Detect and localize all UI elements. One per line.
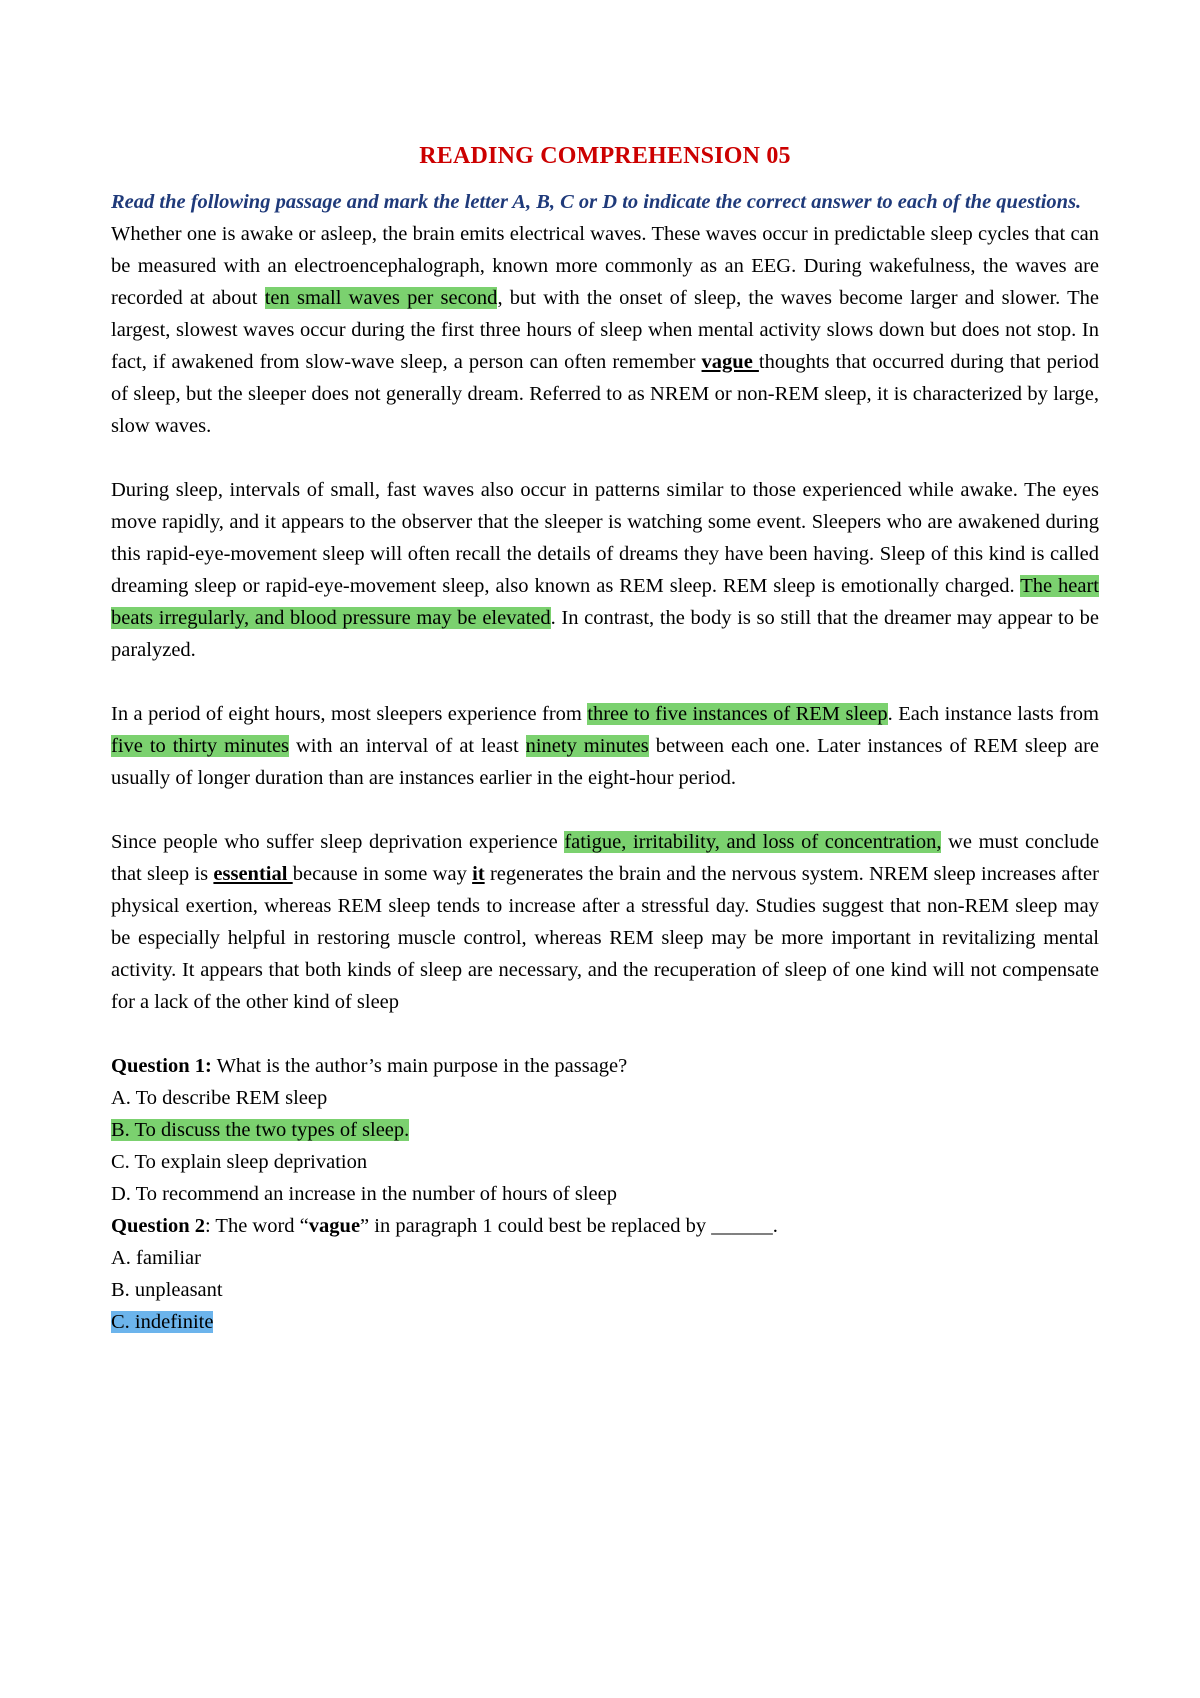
option-1c[interactable]: C. To explain sleep deprivation xyxy=(111,1151,368,1173)
option-1b[interactable]: B. To discuss the two types of sleep. xyxy=(111,1119,410,1141)
highlight: three to five instances of REM sleep xyxy=(587,703,888,725)
question-2-stem: Question 2: The word “vague” in paragraph 1 could best be replaced by ______. xyxy=(111,1215,778,1237)
option-2c[interactable]: C. indefinite xyxy=(111,1311,214,1333)
option-1d[interactable]: D. To recommend an increase in the number of hours of sleep xyxy=(111,1183,617,1205)
option-2b[interactable]: B. unpleasant xyxy=(111,1279,223,1301)
page-title: READING COMPREHENSION 05 xyxy=(419,143,791,169)
question-2 xyxy=(111,1210,1099,1338)
paragraph-1: Whether one is awake or asleep, the brain emits electrical waves. These waves occur in predictable sleep cycles that can be measured with an electroencephalograph, known more commonly as an EEG. During wakefulness, the waves are recorded at about ten small waves per second, but with the onset of sleep, the waves become larger and slower. The largest, slowest waves occur during the first three hours of sleep when mental activity slows down but does not stop. In fact, if awakened from slow-wave sleep, a person can often remember vague thoughts that occurred during that period of sleep, but the sleeper does not generally dream. Referred to as NREM or non-REM sleep, it is characterized by large, slow waves. xyxy=(111,223,1099,437)
paragraph-3: In a period of eight hours, most sleepers experience from three to five instances of REM sleep. Each instance lasts from five to thirty minutes with an interval of at least ninety minutes between each one. Later instances of REM sleep are usually of longer duration than are instances earlier in the eight-hour period. xyxy=(111,703,1099,789)
option-1a[interactable]: A. To describe REM sleep xyxy=(111,1087,328,1109)
question-1-stem: Question 1: What is the author’s main purpose in the passage? xyxy=(111,1055,628,1077)
keyword-vague: vague xyxy=(701,351,759,373)
keyword-essential: essential xyxy=(213,863,293,885)
keyword-it: it xyxy=(472,863,485,885)
document-content xyxy=(111,140,1099,1338)
highlight: ninety minutes xyxy=(525,735,649,757)
instructions: Read the following passage and mark the letter A, B, C or D to indicate the correct answer to each of the questions. xyxy=(111,191,1082,213)
question-1 xyxy=(111,1050,1099,1210)
paragraph-4: Since people who suffer sleep deprivation experience fatigue, irritability, and loss of concentration, we must conclude that sleep is essential because in some way it regenerates the brain and the nervous system. NREM sleep increases after physical exertion, whereas REM sleep tends to increase after a stressful day. Studies suggest that non-REM sleep may be especially helpful in restoring muscle control, whereas REM sleep may be more important in revitalizing mental activity. It appears that both kinds of sleep are necessary, and the recuperation of sleep of one kind will not compensate for a lack of the other kind of sleep xyxy=(111,831,1100,1013)
highlight: fatigue, irritability, and loss of concentration, xyxy=(564,831,942,853)
highlight: five to thirty minutes xyxy=(111,735,290,757)
option-2a[interactable]: A. familiar xyxy=(111,1247,201,1269)
highlight: The heart beats irregularly, and blood pressure may be elevated xyxy=(111,575,1100,629)
highlight: ten small waves per second xyxy=(264,287,498,309)
paragraph-2: During sleep, intervals of small, fast waves also occur in patterns similar to those experienced while awake. The eyes move rapidly, and it appears to the observer that the sleeper is watching some event. Sleepers who are awakened during this rapid-eye-movement sleep will often recall the details of dreams they have been having. Sleep of this kind is called dreaming sleep or rapid-eye-movement sleep, also known as REM sleep. REM sleep is emotionally charged. The heart beats irregularly, and blood pressure may be elevated. In contrast, the body is so still that the dreamer may appear to be paralyzed. xyxy=(111,479,1100,661)
